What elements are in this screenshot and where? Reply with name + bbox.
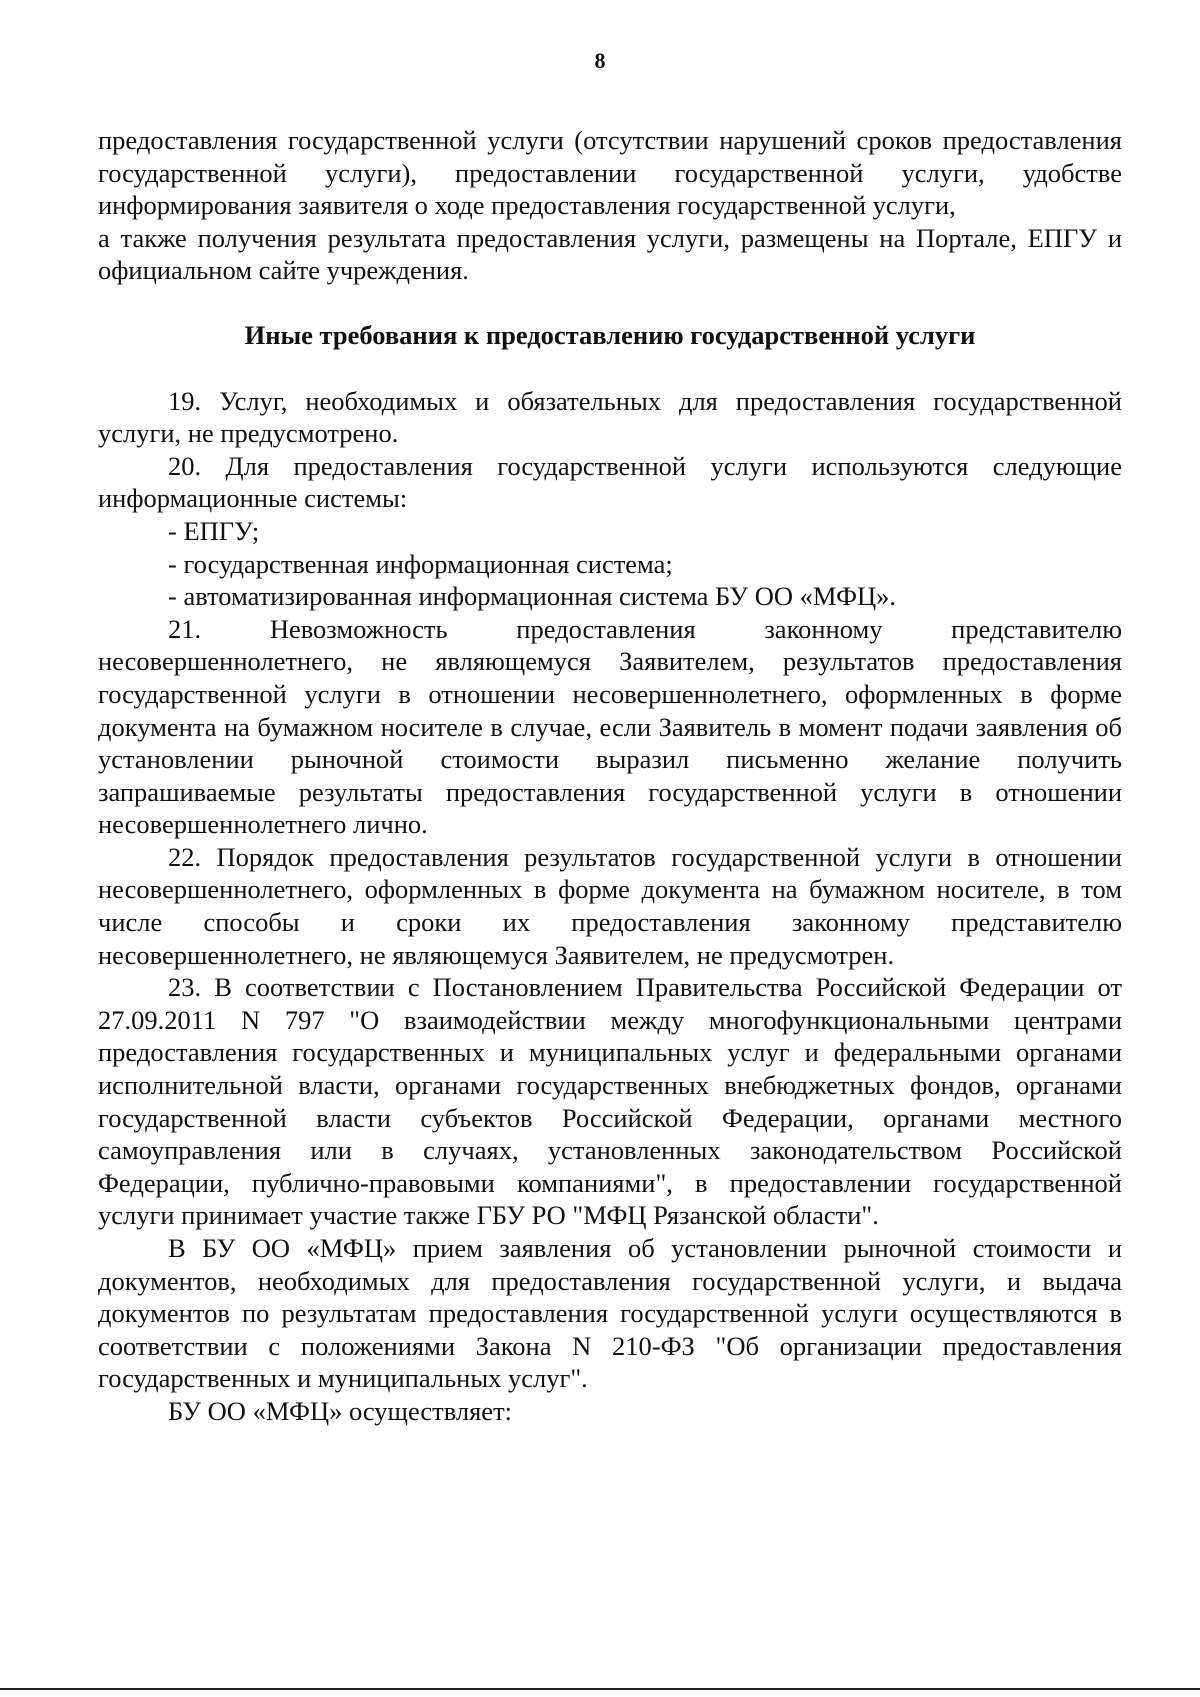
list-item-gis: - государственная информационная система; bbox=[168, 548, 673, 579]
paragraph-continuation-end: а также получения результата предоставления услуги, размещены на Портале, ЕПГУ и официальном сайте учреждения. bbox=[98, 222, 1122, 286]
paragraph-20: 20. Для предоставления государственной услуги используются следующие информационные системы: bbox=[98, 450, 1122, 514]
paragraph-23: 23. В соответствии с Постановлением Правительства Российской Федерации от 27.09.2011 N 797 "О взаимодействии между многофункциональными центрами предоставления государственных и муниципальных услуг и федеральными органами исполнительной власти, органами государственных внебюджетных фондов, органами государственной власти субъектов Российской Федерации, органами местного самоуправления или в случаях, установленных законодательством Российской Федерации, публично-правовыми компаниями", в предоставлении государственной услуги принимает участие также ГБУ РО "МФЦ Рязанской области". bbox=[98, 972, 1122, 1231]
paragraph-mfc-reception: В БУ ОО «МФЦ» прием заявления об установлении рыночной стоимости и документов, необходимых для предоставления государственной услуги, и выдача документов по результатам предоставления государственной услуги осуществляются в соответствии с положениями Закона N 210-ФЗ "Об организации предоставления государственных и муниципальных услуг". bbox=[98, 1233, 1122, 1394]
list-item-epgu: - ЕПГУ; bbox=[168, 515, 260, 546]
list-item-ais: - автоматизированная информационная система БУ ОО «МФЦ». bbox=[168, 581, 897, 612]
bottom-rule bbox=[0, 1688, 1200, 1690]
paragraph-mfc-functions: БУ ОО «МФЦ» осуществляет: bbox=[168, 1395, 513, 1426]
section-heading: Иные требования к предоставлению государственной услуги bbox=[244, 319, 976, 350]
paragraph-19: 19. Услуг, необходимых и обязательных для предоставления государственной услуги, не предусмотрено. bbox=[98, 385, 1122, 449]
paragraph-continuation: предоставления государственной услуги (отсутствии нарушений сроков предоставления государственной услуги), предоставлении государственной услуги, удобстве информирования заявителя о ходе предоставления государственной услуги, bbox=[98, 125, 1122, 221]
paragraph-21: 21. Невозможность предоставления законному представителю несовершеннолетнего, не являющемуся Заявителем, результатов предоставления государственной услуги в отношении несовершеннолетнего, оформленных в форме документа на бумажном носителе в случае, если Заявитель в момент подачи заявления об установлении рыночной стоимости выразил письменно желание получить запрашиваемые результаты предоставления государственной услуги в отношении несовершеннолетнего лично. bbox=[98, 613, 1122, 840]
document-body bbox=[98, 124, 1122, 1428]
paragraph-22: 22. Порядок предоставления результатов государственной услуги в отношении несовершеннолетнего, оформленных в форме документа на бумажном носителе, в том числе способы и сроки их предоставления законному представителю несовершеннолетнего, не являющемуся Заявителем, не предусмотрен. bbox=[98, 841, 1122, 970]
page-number: 8 bbox=[594, 48, 606, 73]
